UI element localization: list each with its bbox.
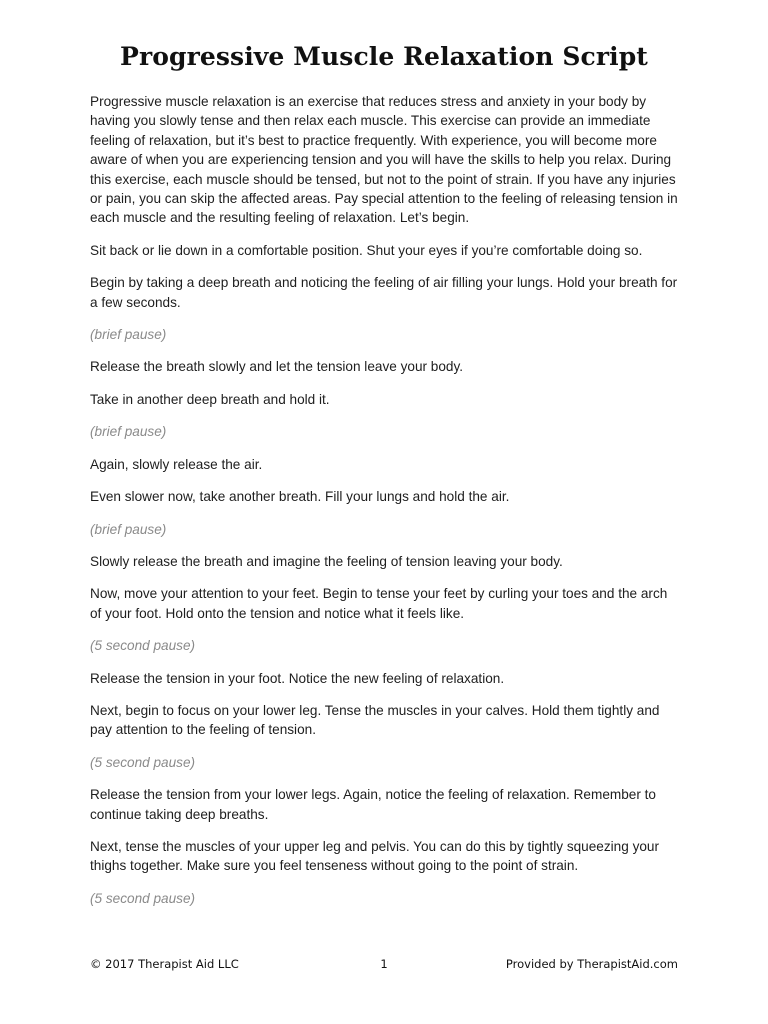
instruction-paragraph: Slowly release the breath and imagine the feeling of tension leaving your body. xyxy=(90,553,563,569)
provided-by-credit: Provided by TherapistAid.com xyxy=(505,957,678,971)
instruction-paragraph: Release the tension from your lower legs. Again, notice the feeling of relaxation. Remember to continue taking deep breaths. xyxy=(90,787,656,822)
instruction-paragraph: Begin by taking a deep breath and noticing the feeling of air filling your lungs. Hold your breath for a few seconds. xyxy=(90,275,678,310)
instruction-paragraph: Sit back or lie down in a comfortable position. Shut your eyes if you’re comfortable doing so. xyxy=(90,242,643,258)
page-number: 1 xyxy=(380,957,388,971)
pause-note: (brief pause) xyxy=(90,327,167,343)
intro-paragraph: Progressive muscle relaxation is an exercise that reduces stress and anxiety in your body by having you slowly tense and then relax each muscle. This exercise can provide an immediate feeling of relaxation, but it’s best to practice frequently. With experience, you will become more aware of when you are experiencing tension and you will have the skills to help you relax. During this exercise, each muscle should be tensed, but not to the point of strain. If you have any injuries or pain, you can skip the affected areas. Pay special attention to the feeling of releasing tension in each muscle and the resulting feeling of relaxation. Let’s begin. xyxy=(90,94,678,226)
pause-note: (5 second pause) xyxy=(90,754,196,770)
instruction-paragraph: Again, slowly release the air. xyxy=(90,456,263,472)
instruction-paragraph: Now, move your attention to your feet. Begin to tense your feet by curling your toes and the arch of your foot. Hold onto the tension and notice what it feels like. xyxy=(90,586,668,621)
document-title: Progressive Muscle Relaxation Script xyxy=(120,42,648,71)
document-body xyxy=(90,92,682,921)
pause-note: (5 second pause) xyxy=(90,638,196,654)
pause-note: (5 second pause) xyxy=(90,890,196,906)
copyright-notice: © 2017 Therapist Aid LLC xyxy=(90,957,239,971)
pause-note: (brief pause) xyxy=(90,521,167,537)
instruction-paragraph: Next, tense the muscles of your upper leg and pelvis. You can do this by tightly squeezing your thighs together. Make sure you feel tenseness without going to the point of strain. xyxy=(90,838,660,874)
instruction-paragraph: Next, begin to focus on your lower leg. Tense the muscles in your calves. Hold them tightly and pay attention to the feeling of tension. xyxy=(90,702,660,738)
instruction-paragraph: Release the breath slowly and let the tension leave your body. xyxy=(90,359,464,375)
pause-note: (brief pause) xyxy=(90,424,167,440)
instruction-paragraph: Release the tension in your foot. Notice the new feeling of relaxation. xyxy=(90,670,505,686)
page-footer xyxy=(90,957,678,975)
instruction-paragraph: Even slower now, take another breath. Fill your lungs and hold the air. xyxy=(90,489,510,505)
instruction-paragraph: Take in another deep breath and hold it. xyxy=(90,391,330,407)
